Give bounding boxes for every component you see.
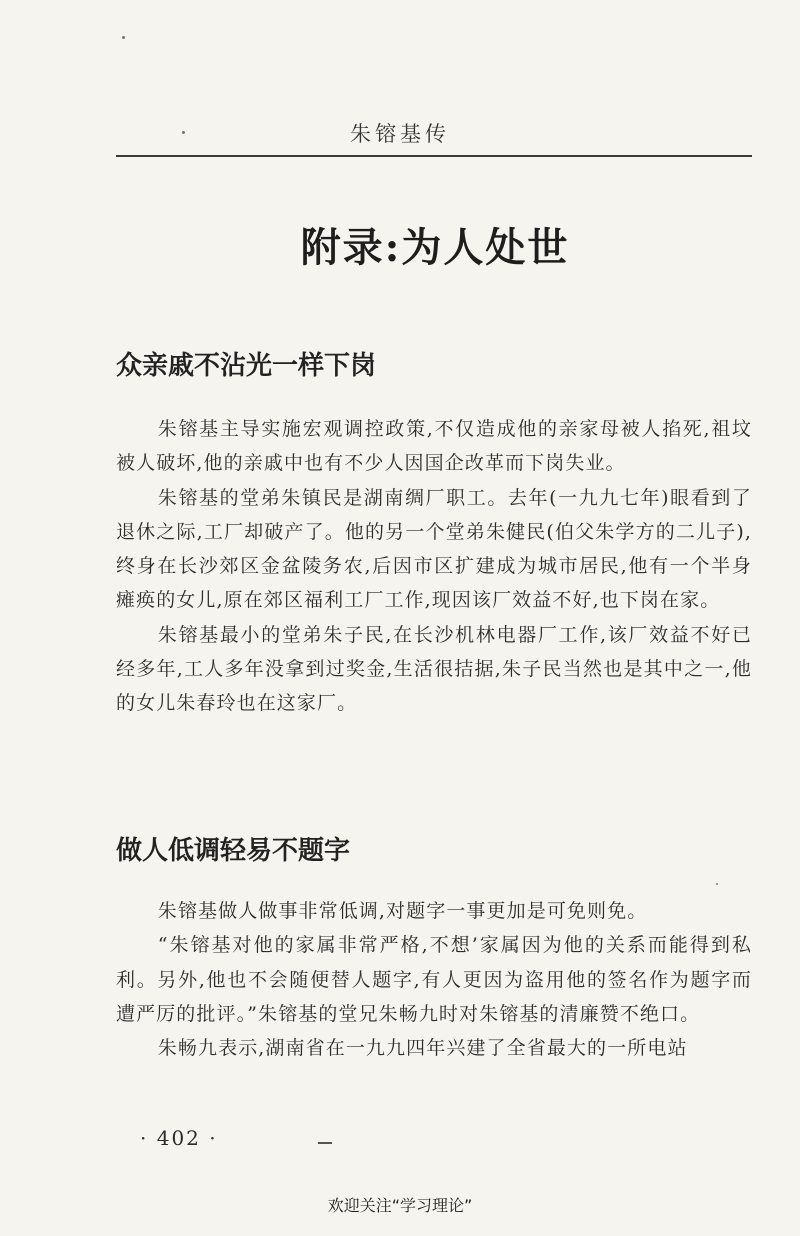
- scan-speck: [122, 36, 125, 39]
- paragraph: 朱镕基主导实施宏观调控政策,不仅造成他的亲家母被人掐死,祖坟被人破坏,他的亲戚中也有不少人因国企改革而下岗失业。: [116, 418, 752, 475]
- scan-speck: [716, 883, 718, 885]
- paragraph: 朱镕基的堂弟朱镇民是湖南绸厂职工。去年(一九九七年)眼看到了退休之际,工厂却破产了。他的另一个堂弟朱健民(伯父朱学方的二儿子),终身在长沙郊区金盆陵务农,后因市区扩建成为城市居民,他有一个半身瘫痪的女儿,原在郊区福利工厂工作,现因该厂效益不好,也下岗在家。: [116, 486, 752, 612]
- running-header: 朱镕基传: [350, 122, 450, 146]
- paragraph: 朱镕基最小的堂弟朱子民,在长沙机林电器厂工作,该厂效益不好已经多年,工人多年没拿到过奖金,生活很拮据,朱子民当然也是其中之一,他的女儿朱春玲也在这家厂。: [116, 623, 752, 715]
- appendix-title: 附录:为人处世: [300, 224, 570, 271]
- section-heading: 做人低调轻易不题字: [116, 836, 351, 866]
- section-heading: 众亲戚不沾光一样下岗: [116, 351, 377, 381]
- page-dash: [318, 1142, 332, 1144]
- footer-note: 欢迎关注“学习理论”: [327, 1196, 473, 1215]
- paragraph: 朱镕基做人做事非常低调,对题字一事更加是可免则免。: [157, 900, 648, 922]
- page-number: · 402 ·: [140, 1126, 218, 1150]
- header-rule: [116, 155, 752, 157]
- paragraph: “朱镕基对他的家属非常严格,不想’家属因为他的关系而能得到私利。另外,他也不会随便替人题字,有人更因为盗用他的签名作为题字而遭严厉的批评。”朱镕基的堂兄朱畅九时对朱镕基的清廉赞不绝口。: [116, 934, 752, 1025]
- section-body: [116, 894, 752, 1065]
- section-body: [116, 412, 752, 721]
- paragraph: 朱畅九表示,湖南省在一九九四年兴建了全省最大的一所电站: [157, 1037, 688, 1060]
